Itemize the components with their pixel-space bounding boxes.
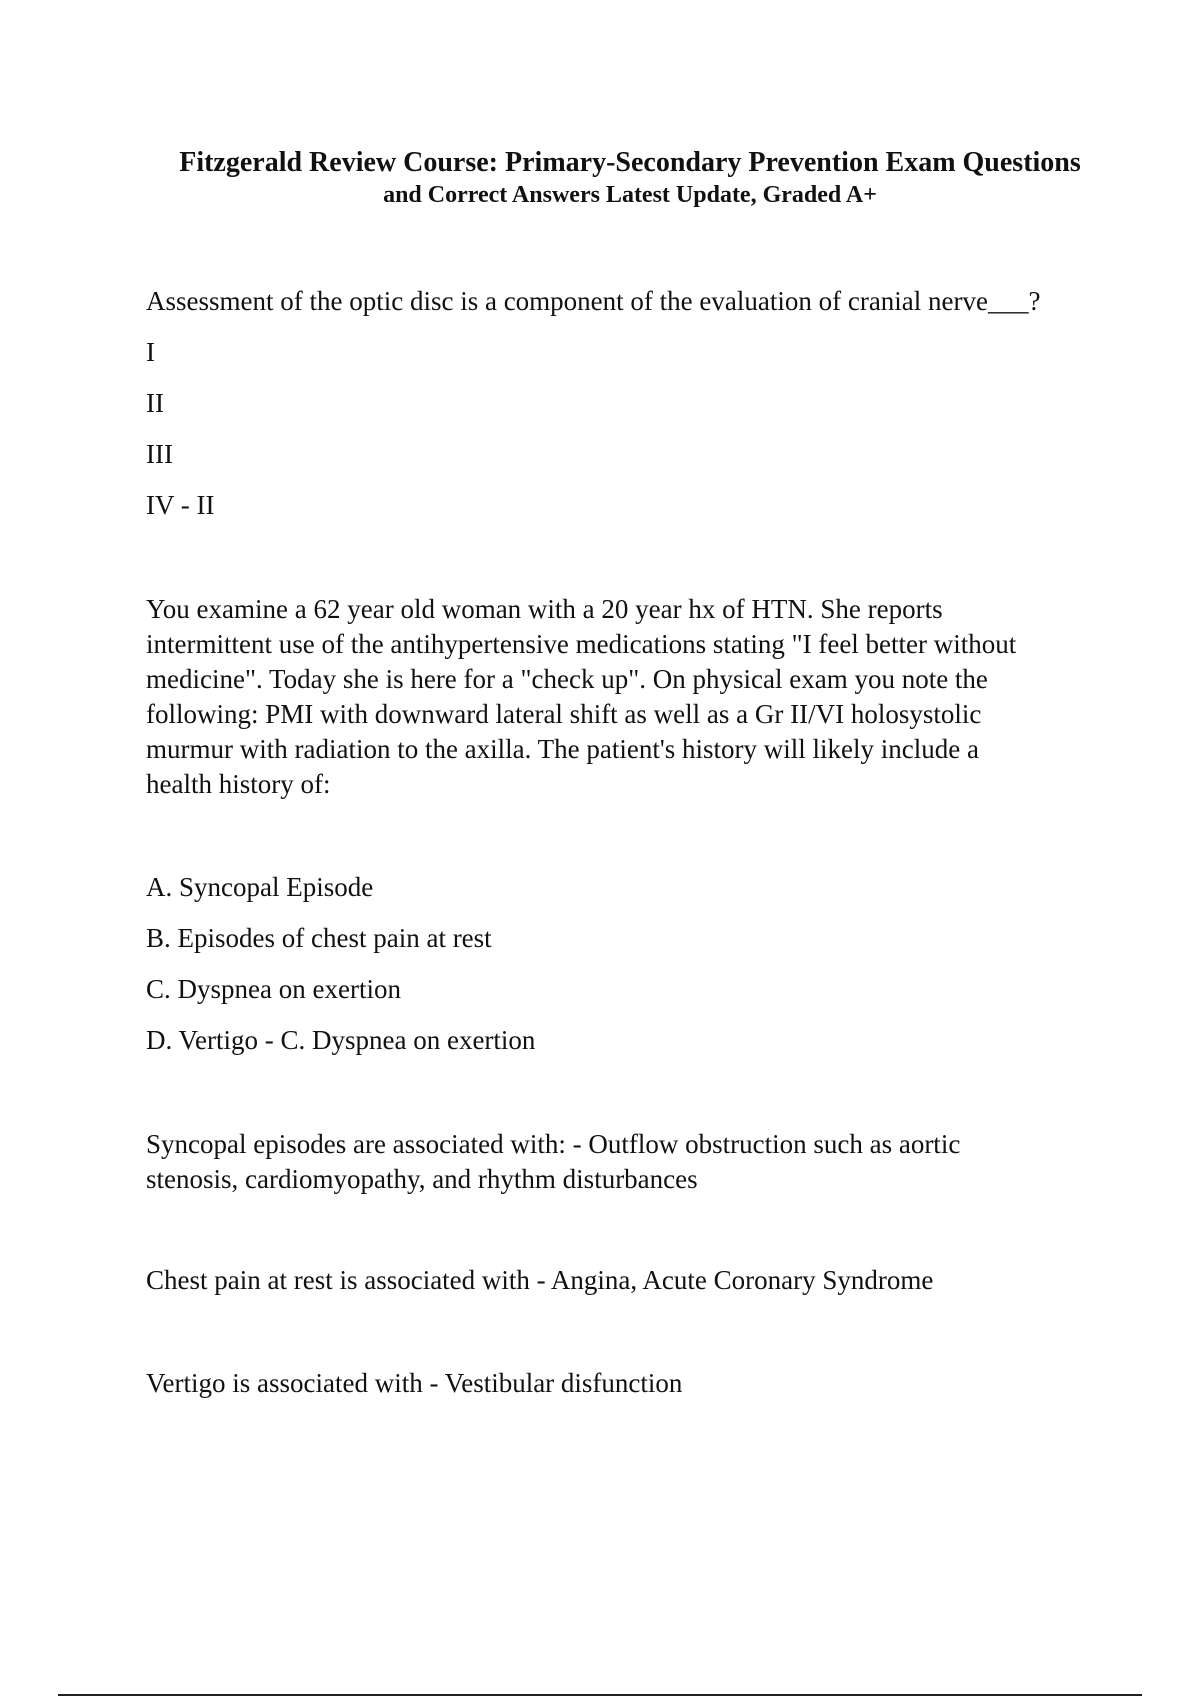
question-1-option: I (146, 337, 155, 367)
title-line-1: Fitzgerald Review Course: Primary-Secondary Prevention Exam Questions (179, 147, 1081, 178)
question-2-option-d-answer: D. Vertigo - C. Dyspnea on exertion (146, 1025, 536, 1055)
stem-line: medicine". Today she is here for a "check up". On physical exam you note the (146, 664, 988, 694)
explanation-line: Syncopal episodes are associated with: - Outflow obstruction such as aortic (146, 1129, 961, 1159)
question-1-option: II (146, 388, 164, 418)
title-line-2: and Correct Answers Latest Update, Graded A+ (383, 182, 877, 208)
question-1-answer-option: IV - II (146, 490, 215, 520)
stem-line: intermittent use of the antihypertensive medications stating "I feel better without (146, 629, 1017, 659)
question-2-stem (146, 592, 1076, 802)
stem-line: health history of: (146, 769, 331, 799)
explanation-chest-pain: Chest pain at rest is associated with - Angina, Acute Coronary Syndrome (146, 1265, 934, 1295)
explanation-line: stenosis, cardiomyopathy, and rhythm disturbances (146, 1164, 698, 1194)
question-2-option-c: C. Dyspnea on exertion (146, 974, 401, 1004)
question-1-option: III (146, 439, 173, 469)
stem-line: murmur with radiation to the axilla. The patient's history will likely include a (146, 734, 979, 764)
explanation-vertigo: Vertigo is associated with - Vestibular disfunction (146, 1368, 683, 1398)
stem-line: You examine a 62 year old woman with a 20 year hx of HTN. She reports (146, 594, 943, 624)
question-2-option-b: B. Episodes of chest pain at rest (146, 923, 492, 953)
question-1-prompt: Assessment of the optic disc is a component of the evaluation of cranial nerve___? (146, 286, 1041, 316)
stem-line: following: PMI with downward lateral shift as well as a Gr II/VI holosystolic (146, 699, 982, 729)
document-title (130, 146, 1130, 210)
question-2-option-a: A. Syncopal Episode (146, 872, 374, 902)
explanation-syncope (146, 1127, 1076, 1197)
footer-divider (58, 1694, 1142, 1696)
